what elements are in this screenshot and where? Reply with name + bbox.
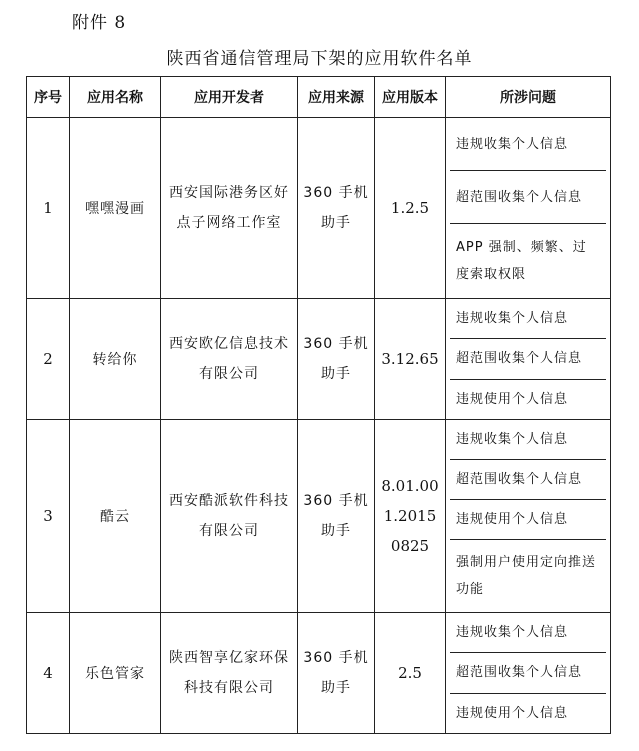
issue-item: 违规使用个人信息: [450, 379, 606, 419]
table-header-row: [27, 77, 611, 118]
issue-item: 违规收集个人信息: [456, 432, 569, 447]
row-version: 3.12.65: [375, 299, 446, 420]
attachment-label: 附件 8: [72, 13, 127, 33]
issue-item: 违规使用个人信息: [450, 499, 606, 539]
table-row: [27, 613, 611, 734]
issue-item: 违规收集个人信息: [456, 136, 569, 152]
row-index: 1: [27, 118, 70, 299]
row-issues: [446, 613, 611, 734]
header-index: 序号: [27, 77, 70, 118]
row-version: 8.01.001.20150825: [375, 420, 446, 613]
issue-item: 违规使用个人信息: [450, 693, 606, 733]
row-app-name: 转给你: [70, 299, 161, 420]
row-source: 360 手机助手: [298, 613, 375, 734]
row-version: 2.5: [375, 613, 446, 734]
row-app-name: 酷云: [70, 420, 161, 613]
row-index: 4: [27, 613, 70, 734]
row-developer: 西安欧亿信息技术有限公司: [161, 299, 298, 420]
table-row: [27, 118, 611, 299]
table-row: [27, 299, 611, 420]
issue-item: APP 强制、频繁、过度索取权限: [450, 223, 606, 298]
row-source: 360 手机助手: [298, 118, 375, 299]
issue-item: 违规收集个人信息: [456, 625, 569, 641]
issue-item: 超范围收集个人信息: [450, 459, 606, 499]
row-issues: [446, 299, 611, 420]
issue-item: 超范围收集个人信息: [450, 652, 606, 692]
row-developer: 陕西智享亿家环保科技有限公司: [161, 613, 298, 734]
header-issues: 所涉问题: [446, 77, 611, 118]
row-source: 360 手机助手: [298, 299, 375, 420]
row-app-name: 乐色管家: [70, 613, 161, 734]
header-app-name: 应用名称: [70, 77, 161, 118]
row-source: 360 手机助手: [298, 420, 375, 613]
issue-item: 超范围收集个人信息: [450, 170, 606, 223]
row-version: 1.2.5: [375, 118, 446, 299]
table-row: [27, 420, 611, 613]
issue-item: 违规收集个人信息: [456, 311, 569, 327]
issue-item: 强制用户使用定向推送功能: [450, 539, 606, 612]
row-issues: [446, 420, 611, 613]
delisted-apps-table: [26, 76, 611, 734]
row-issues: [446, 118, 611, 299]
document-title: 陕西省通信管理局下架的应用软件名单: [166, 49, 473, 69]
row-developer: 西安国际港务区好点子网络工作室: [161, 118, 298, 299]
header-source: 应用来源: [298, 77, 375, 118]
header-developer: 应用开发者: [161, 77, 298, 118]
row-index: 2: [27, 299, 70, 420]
row-app-name: 嘿嘿漫画: [70, 118, 161, 299]
issue-item: 超范围收集个人信息: [450, 338, 606, 378]
row-index: 3: [27, 420, 70, 613]
row-developer: 西安酷派软件科技有限公司: [161, 420, 298, 613]
header-version: 应用版本: [375, 77, 446, 118]
